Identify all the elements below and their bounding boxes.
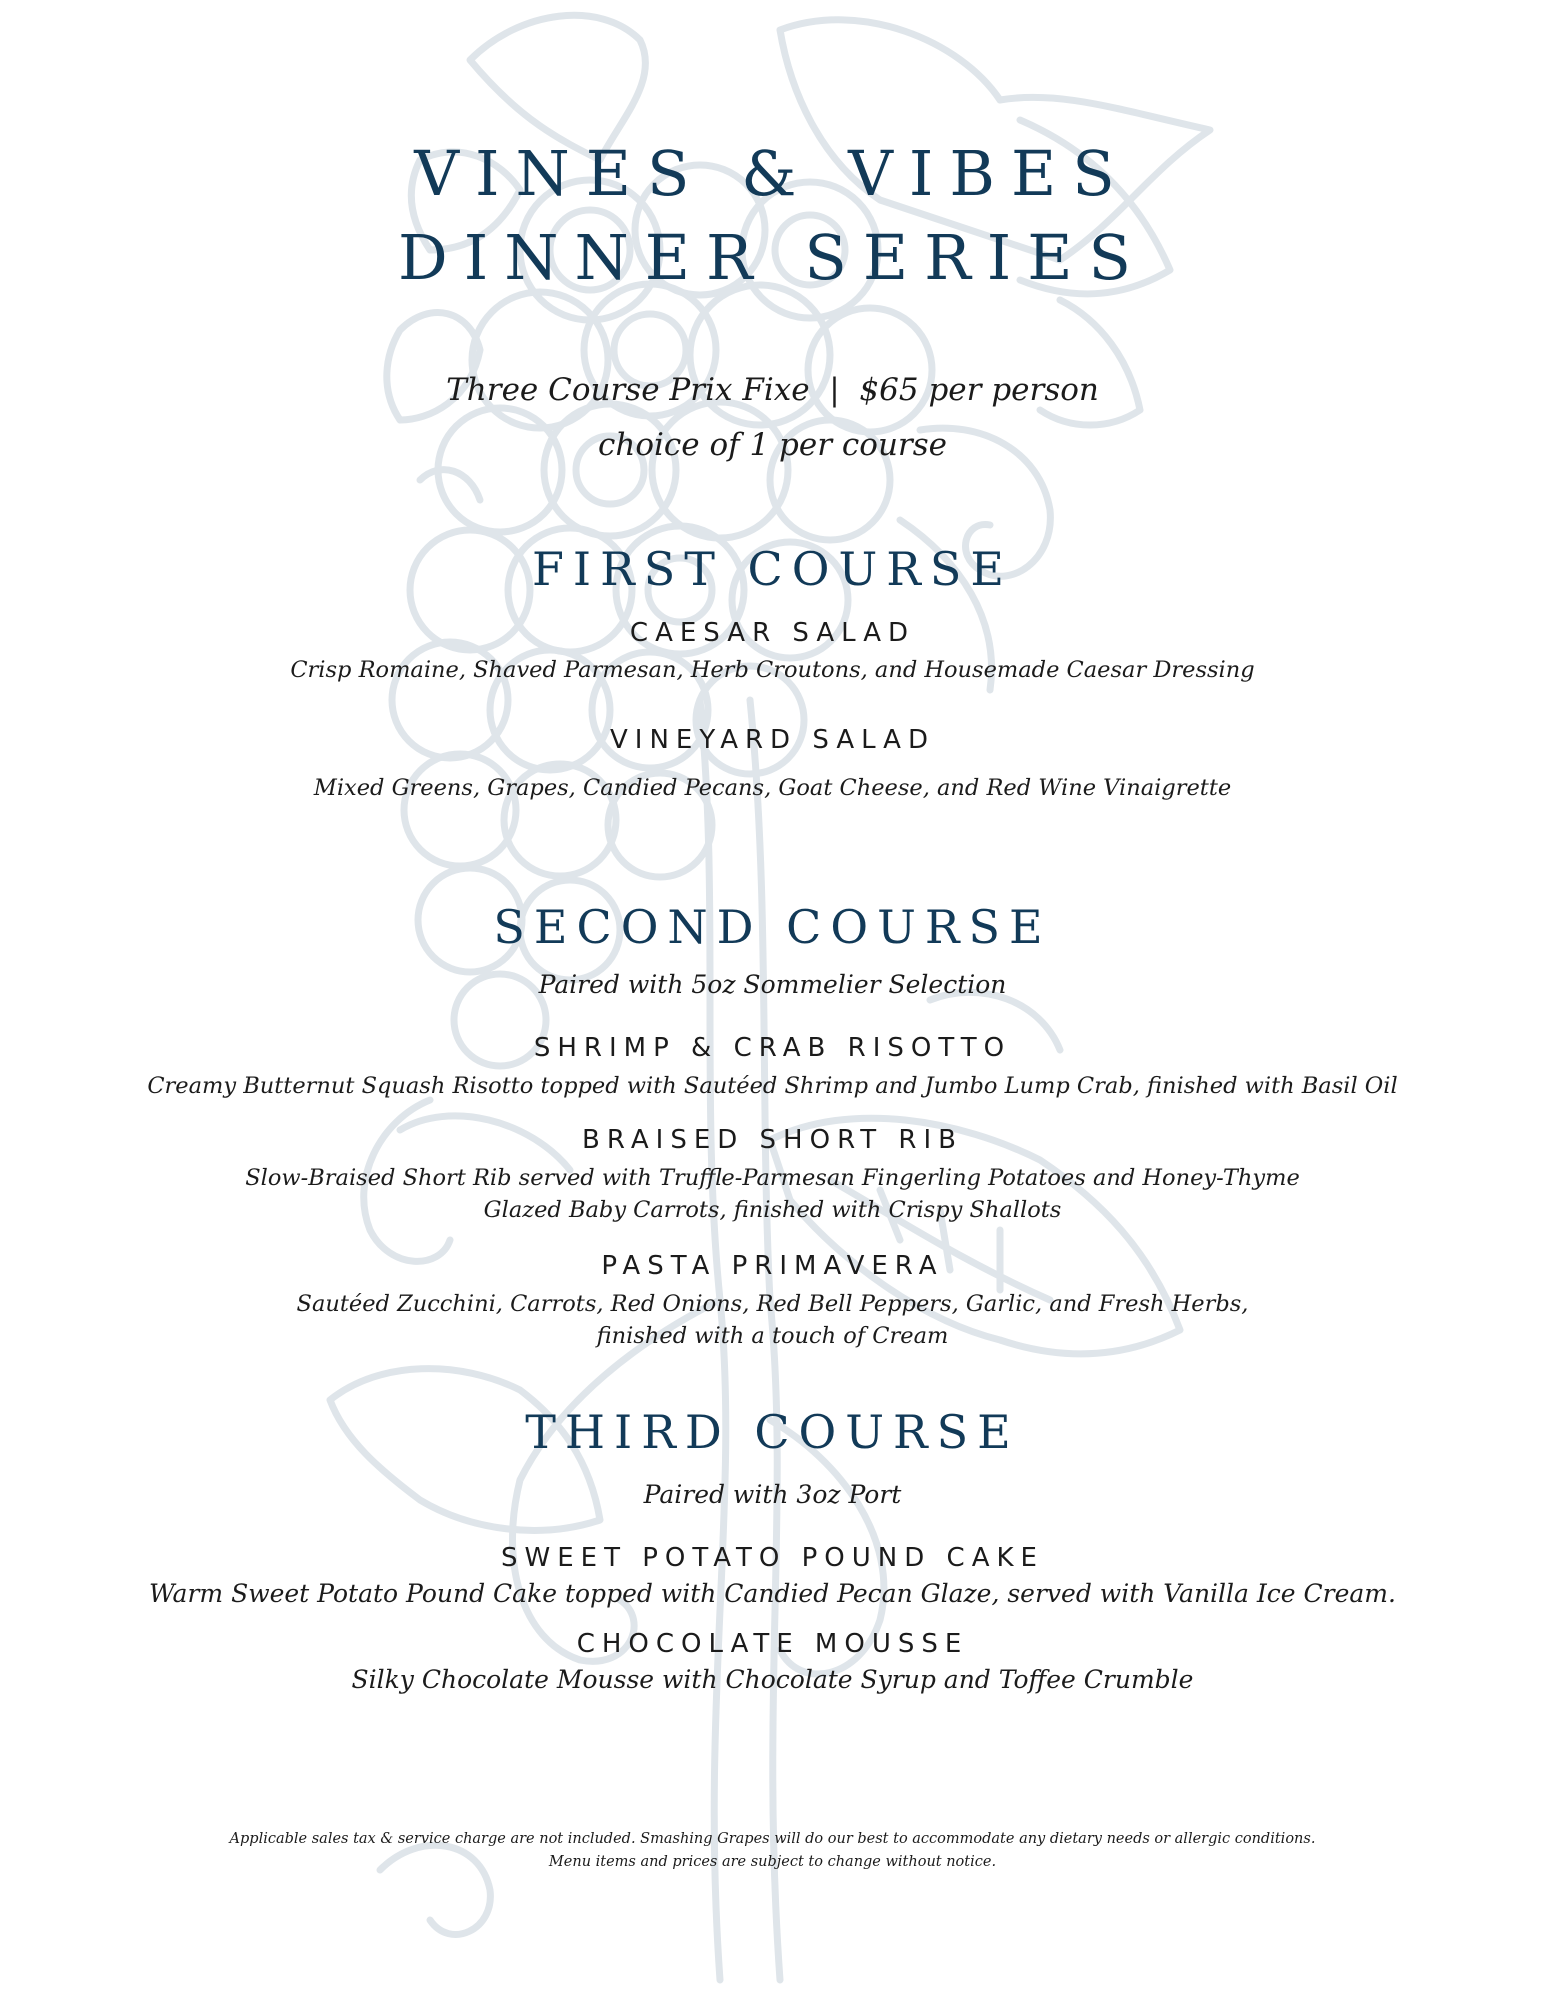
dish-description-braised-short-rib-line2: Glazed Baby Carrots, finished with Crispy Shallots	[483, 1197, 1062, 1223]
dish-description-sweet-potato-pound-cake: Warm Sweet Potato Pound Cake topped with Candied Pecan Glaze, served with Vanilla Ice Cream.	[149, 1579, 1396, 1608]
second-course-pairing: Paired with 5oz Sommelier Selection	[538, 970, 1007, 999]
menu-title-line2: DINNER SERIES	[398, 221, 1147, 294]
footer-disclaimer-line1: Applicable sales tax & service charge are not included. Smashing Grapes will do our best to accommodate any dietary needs or allergic conditions.	[229, 1831, 1316, 1847]
dish-name-sweet-potato-pound-cake: SWEET POTATO POUND CAKE	[501, 1543, 1044, 1573]
third-course-heading: THIRD COURSE	[525, 1405, 1020, 1459]
dish-description-braised-short-rib-line1: Slow-Braised Short Rib served with Truffle-Parmesan Fingerling Potatoes and Honey-Thyme	[245, 1165, 1300, 1191]
course-choice-note: choice of 1 per course	[598, 427, 947, 463]
dish-description-vineyard-salad: Mixed Greens, Grapes, Candied Pecans, Goat Cheese, and Red Wine Vinaigrette	[313, 775, 1232, 801]
dish-description-caesar-salad: Crisp Romaine, Shaved Parmesan, Herb Croutons, and Housemade Caesar Dressing	[290, 657, 1255, 683]
dish-name-pasta-primavera: PASTA PRIMAVERA	[601, 1251, 944, 1281]
dish-name-chocolate-mousse: CHOCOLATE MOUSSE	[576, 1629, 969, 1659]
dish-description-chocolate-mousse: Silky Chocolate Mousse with Chocolate Syrup and Toffee Crumble	[351, 1665, 1194, 1694]
prix-fixe-price: Three Course Prix Fixe | $65 per person	[446, 372, 1099, 408]
dish-description-pasta-primavera-line2: finished with a touch of Cream	[596, 1323, 949, 1349]
dish-description-pasta-primavera-line1: Sautéed Zucchini, Carrots, Red Onions, Red Bell Peppers, Garlic, and Fresh Herbs,	[296, 1291, 1249, 1317]
third-course-pairing: Paired with 3oz Port	[643, 1480, 902, 1509]
dish-name-vineyard-salad: VINEYARD SALAD	[610, 725, 935, 755]
dish-name-braised-short-rib: BRAISED SHORT RIB	[582, 1125, 963, 1155]
dish-name-shrimp-crab-risotto: SHRIMP & CRAB RISOTTO	[533, 1033, 1012, 1063]
dish-description-shrimp-crab-risotto: Creamy Butternut Squash Risotto topped with Sautéed Shrimp and Jumbo Lump Crab, finished with Basil Oil	[147, 1073, 1398, 1099]
first-course-heading: FIRST COURSE	[532, 542, 1013, 596]
footer-disclaimer-line2: Menu items and prices are subject to change without notice.	[548, 1854, 997, 1870]
second-course-heading: SECOND COURSE	[493, 900, 1052, 954]
menu-title-line1: VINES & VIBES	[414, 137, 1131, 210]
dish-name-caesar-salad: CAESAR SALAD	[629, 618, 916, 648]
